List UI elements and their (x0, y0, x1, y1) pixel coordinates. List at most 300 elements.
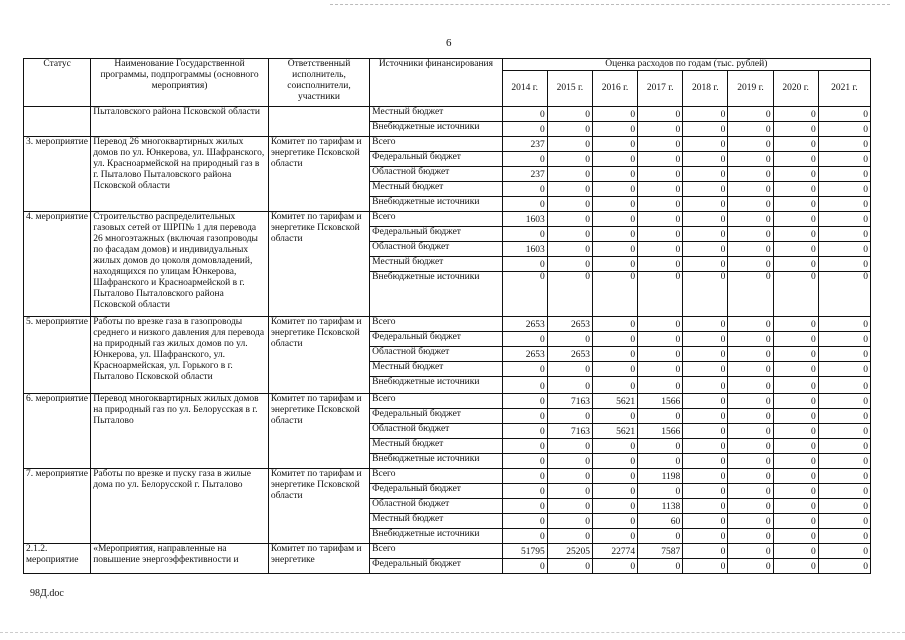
value-cell: 0 (683, 257, 728, 272)
header-estimate: Оценка расходов по годам (тыс. рублей) (502, 59, 870, 71)
value-cell: 0 (592, 107, 637, 122)
value-cell: 0 (683, 469, 728, 484)
row-responsible: Комитет по тарифам и энергетике (268, 544, 369, 574)
value-cell: 0 (773, 332, 818, 347)
value-cell: 0 (773, 272, 818, 317)
row-source: Областной бюджет (370, 499, 502, 514)
value-cell: 0 (773, 559, 818, 574)
value-cell: 0 (728, 257, 773, 272)
row-source: Внебюджетные источники (370, 377, 502, 394)
value-cell: 0 (592, 529, 637, 544)
value-cell: 0 (638, 257, 683, 272)
table-row (24, 317, 871, 332)
value-cell: 0 (818, 197, 870, 212)
value-cell: 0 (773, 242, 818, 257)
value-cell: 0 (818, 559, 870, 574)
value-cell: 0 (638, 484, 683, 499)
value-cell: 0 (547, 409, 592, 424)
row-source: Федеральный бюджет (370, 152, 502, 167)
value-cell: 0 (773, 394, 818, 409)
value-cell: 0 (547, 469, 592, 484)
row-source: Всего (370, 544, 502, 559)
row-status: 7. мероприятие (24, 469, 91, 544)
value-cell: 0 (818, 439, 870, 454)
value-cell: 0 (818, 484, 870, 499)
value-cell: 0 (502, 107, 547, 122)
value-cell: 0 (683, 332, 728, 347)
value-cell: 0 (638, 317, 683, 332)
table-row (24, 137, 871, 152)
value-cell: 0 (773, 377, 818, 394)
row-source: Федеральный бюджет (370, 227, 502, 242)
value-cell: 0 (592, 137, 637, 152)
value-cell: 0 (818, 424, 870, 439)
value-cell: 0 (683, 409, 728, 424)
value-cell: 0 (818, 544, 870, 559)
value-cell: 0 (592, 152, 637, 167)
value-cell: 0 (683, 197, 728, 212)
row-responsible: Комитет по тарифам и энергетике Псковской области (268, 317, 369, 394)
row-source: Местный бюджет (370, 257, 502, 272)
value-cell: 0 (547, 454, 592, 469)
value-cell: 0 (547, 197, 592, 212)
value-cell: 0 (728, 529, 773, 544)
value-cell: 0 (773, 499, 818, 514)
row-source: Федеральный бюджет (370, 484, 502, 499)
value-cell: 0 (728, 227, 773, 242)
value-cell: 0 (592, 212, 637, 227)
value-cell: 0 (502, 484, 547, 499)
value-cell: 1138 (638, 499, 683, 514)
row-name: Пыталовского района Псковской области (91, 107, 269, 137)
value-cell: 0 (502, 122, 547, 137)
value-cell: 0 (592, 499, 637, 514)
row-name: Перевод 26 многоквартирных жилых домов по ул. Юнкерова, ул. Шафранского, ул. Красноармейской на природный газ в г. Пыталово Пыталовского района Псковской области (91, 137, 269, 212)
value-cell: 0 (683, 107, 728, 122)
value-cell: 0 (773, 514, 818, 529)
value-cell: 7163 (547, 394, 592, 409)
value-cell: 0 (502, 227, 547, 242)
value-cell: 0 (683, 529, 728, 544)
value-cell: 0 (638, 197, 683, 212)
value-cell: 0 (638, 242, 683, 257)
value-cell: 0 (728, 212, 773, 227)
value-cell: 237 (502, 167, 547, 182)
value-cell: 0 (547, 514, 592, 529)
value-cell: 0 (818, 227, 870, 242)
row-source: Федеральный бюджет (370, 409, 502, 424)
value-cell: 0 (547, 499, 592, 514)
row-source: Внебюджетные источники (370, 529, 502, 544)
value-cell: 0 (638, 332, 683, 347)
row-name: Строительство распределительных газовых сетей от ШРП№ 1 для перевода 26 многоэтажных (включая газопроводы по фасадам домов) и индивидуальных жилых домов до цоколя домовладений, находящихся по улицам Юнкерова, Шафранского и Красноармейской в г. Пыталово Пыталовского района Псковской области (91, 212, 269, 317)
value-cell: 0 (683, 152, 728, 167)
value-cell: 0 (502, 559, 547, 574)
value-cell: 0 (592, 272, 637, 317)
value-cell: 2653 (502, 347, 547, 362)
value-cell: 0 (728, 394, 773, 409)
row-responsible: Комитет по тарифам и энергетике Псковской области (268, 469, 369, 544)
value-cell: 0 (773, 544, 818, 559)
value-cell: 0 (728, 182, 773, 197)
value-cell: 0 (818, 394, 870, 409)
value-cell: 7587 (638, 544, 683, 559)
value-cell: 0 (592, 559, 637, 574)
value-cell: 0 (592, 167, 637, 182)
value-cell: 0 (773, 212, 818, 227)
value-cell: 0 (773, 167, 818, 182)
value-cell: 0 (502, 257, 547, 272)
value-cell: 0 (773, 107, 818, 122)
value-cell: 0 (638, 152, 683, 167)
row-source: Местный бюджет (370, 514, 502, 529)
value-cell: 0 (592, 347, 637, 362)
value-cell: 0 (638, 362, 683, 377)
value-cell: 0 (773, 484, 818, 499)
value-cell: 0 (592, 182, 637, 197)
row-source: Всего (370, 469, 502, 484)
row-source: Местный бюджет (370, 107, 502, 122)
scan-artifact-bottom (0, 632, 905, 633)
value-cell: 0 (592, 242, 637, 257)
value-cell: 0 (638, 439, 683, 454)
value-cell: 1566 (638, 394, 683, 409)
value-cell: 0 (728, 197, 773, 212)
row-status: 3. мероприятие (24, 137, 91, 212)
table-row (24, 394, 871, 409)
value-cell: 0 (502, 152, 547, 167)
value-cell: 0 (818, 409, 870, 424)
value-cell: 0 (683, 272, 728, 317)
value-cell: 5621 (592, 394, 637, 409)
value-cell: 0 (547, 257, 592, 272)
row-name: Работы по врезке и пуску газа в жилые дома по ул. Белорусской г. Пыталово (91, 469, 269, 544)
value-cell: 5621 (592, 424, 637, 439)
table-row (24, 544, 871, 559)
value-cell: 0 (547, 167, 592, 182)
value-cell: 0 (683, 544, 728, 559)
value-cell: 22774 (592, 544, 637, 559)
value-cell: 0 (818, 242, 870, 257)
value-cell: 0 (773, 469, 818, 484)
value-cell: 1603 (502, 212, 547, 227)
header-name: Наименование Государственной программы, подпрограммы (основного мероприятия) (91, 59, 269, 107)
value-cell: 0 (638, 559, 683, 574)
value-cell: 0 (638, 167, 683, 182)
value-cell: 0 (773, 317, 818, 332)
value-cell: 0 (683, 394, 728, 409)
value-cell: 0 (592, 362, 637, 377)
value-cell: 0 (547, 484, 592, 499)
value-cell: 0 (773, 424, 818, 439)
value-cell: 0 (638, 377, 683, 394)
value-cell: 0 (728, 152, 773, 167)
value-cell: 0 (502, 439, 547, 454)
value-cell: 2653 (547, 347, 592, 362)
row-status: 2.1.2. мероприятие (24, 544, 91, 574)
value-cell: 0 (592, 454, 637, 469)
value-cell: 0 (728, 107, 773, 122)
row-status (24, 107, 91, 137)
value-cell: 0 (638, 227, 683, 242)
row-status: 5. мероприятие (24, 317, 91, 394)
value-cell: 0 (638, 409, 683, 424)
value-cell: 0 (773, 529, 818, 544)
value-cell: 0 (502, 182, 547, 197)
value-cell: 0 (728, 137, 773, 152)
header-status: Статус (24, 59, 91, 107)
value-cell: 0 (502, 469, 547, 484)
value-cell: 51795 (502, 544, 547, 559)
header-year: 2018 г. (683, 71, 728, 107)
value-cell: 0 (547, 439, 592, 454)
value-cell: 0 (592, 409, 637, 424)
value-cell: 0 (818, 317, 870, 332)
value-cell: 0 (683, 514, 728, 529)
value-cell: 0 (547, 332, 592, 347)
value-cell: 0 (638, 137, 683, 152)
value-cell: 0 (547, 242, 592, 257)
value-cell: 0 (728, 347, 773, 362)
value-cell: 0 (773, 257, 818, 272)
value-cell: 0 (502, 529, 547, 544)
row-source: Внебюджетные источники (370, 197, 502, 212)
value-cell: 0 (818, 257, 870, 272)
value-cell: 0 (683, 499, 728, 514)
row-source: Всего (370, 212, 502, 227)
value-cell: 0 (683, 559, 728, 574)
value-cell: 0 (818, 514, 870, 529)
value-cell: 0 (818, 529, 870, 544)
value-cell: 0 (502, 332, 547, 347)
value-cell: 0 (773, 122, 818, 137)
value-cell: 0 (818, 347, 870, 362)
value-cell: 0 (728, 499, 773, 514)
header-year: 2020 г. (773, 71, 818, 107)
value-cell: 0 (728, 317, 773, 332)
value-cell: 0 (818, 107, 870, 122)
value-cell: 0 (547, 107, 592, 122)
value-cell: 0 (592, 227, 637, 242)
value-cell: 0 (638, 212, 683, 227)
value-cell: 0 (547, 559, 592, 574)
value-cell: 0 (683, 122, 728, 137)
value-cell: 0 (592, 257, 637, 272)
value-cell: 0 (502, 272, 547, 317)
value-cell: 0 (502, 424, 547, 439)
header-responsible: Ответственный исполнитель, соисполнители, участники (268, 59, 369, 107)
value-cell: 7163 (547, 424, 592, 439)
value-cell: 0 (683, 242, 728, 257)
value-cell: 0 (547, 529, 592, 544)
row-responsible: Комитет по тарифам и энергетике Псковской области (268, 212, 369, 317)
value-cell: 0 (818, 122, 870, 137)
value-cell: 0 (773, 347, 818, 362)
value-cell: 1198 (638, 469, 683, 484)
value-cell: 0 (818, 137, 870, 152)
value-cell: 2653 (502, 317, 547, 332)
value-cell: 0 (592, 317, 637, 332)
value-cell: 0 (547, 152, 592, 167)
row-responsible: Комитет по тарифам и энергетике Псковской области (268, 394, 369, 469)
row-source: Всего (370, 317, 502, 332)
row-source: Федеральный бюджет (370, 559, 502, 574)
value-cell: 0 (728, 544, 773, 559)
value-cell: 0 (818, 469, 870, 484)
value-cell: 0 (728, 409, 773, 424)
value-cell: 0 (728, 122, 773, 137)
value-cell: 0 (592, 122, 637, 137)
value-cell: 0 (818, 362, 870, 377)
value-cell: 0 (728, 377, 773, 394)
row-source: Всего (370, 137, 502, 152)
value-cell: 0 (502, 394, 547, 409)
value-cell: 0 (592, 197, 637, 212)
value-cell: 0 (683, 317, 728, 332)
row-source: Внебюджетные источники (370, 272, 502, 317)
value-cell: 0 (502, 514, 547, 529)
value-cell: 0 (818, 182, 870, 197)
value-cell: 0 (502, 454, 547, 469)
row-status: 6. мероприятие (24, 394, 91, 469)
value-cell: 0 (547, 272, 592, 317)
value-cell: 0 (683, 362, 728, 377)
value-cell: 0 (502, 377, 547, 394)
value-cell: 0 (728, 362, 773, 377)
row-name: Перевод многоквартирных жилых домов на природный газ по ул. Белорусская в г. Пыталово (91, 394, 269, 469)
page-number: 6 (446, 37, 452, 49)
row-source: Местный бюджет (370, 439, 502, 454)
value-cell: 0 (592, 469, 637, 484)
value-cell: 0 (592, 439, 637, 454)
row-source: Областной бюджет (370, 167, 502, 182)
row-responsible: Комитет по тарифам и энергетике Псковской области (268, 137, 369, 212)
value-cell: 0 (728, 332, 773, 347)
value-cell: 0 (502, 197, 547, 212)
value-cell: 0 (773, 362, 818, 377)
row-source: Местный бюджет (370, 182, 502, 197)
value-cell: 0 (683, 212, 728, 227)
value-cell: 0 (683, 484, 728, 499)
value-cell: 0 (728, 439, 773, 454)
value-cell: 0 (818, 332, 870, 347)
value-cell: 0 (683, 137, 728, 152)
value-cell: 60 (638, 514, 683, 529)
value-cell: 0 (547, 362, 592, 377)
value-cell: 0 (773, 152, 818, 167)
row-source: Областной бюджет (370, 242, 502, 257)
value-cell: 0 (818, 167, 870, 182)
row-source: Внебюджетные источники (370, 122, 502, 137)
value-cell: 0 (683, 377, 728, 394)
table-row (24, 212, 871, 227)
value-cell: 0 (683, 454, 728, 469)
value-cell: 0 (638, 107, 683, 122)
header-year: 2014 г. (502, 71, 547, 107)
value-cell: 0 (683, 227, 728, 242)
value-cell: 0 (547, 182, 592, 197)
row-source: Всего (370, 394, 502, 409)
value-cell: 0 (818, 499, 870, 514)
value-cell: 0 (638, 272, 683, 317)
scan-artifact-top (330, 4, 890, 5)
row-status: 4. мероприятие (24, 212, 91, 317)
value-cell: 0 (728, 167, 773, 182)
header-year: 2015 г. (547, 71, 592, 107)
header-year: 2021 г. (818, 71, 870, 107)
value-cell: 0 (683, 182, 728, 197)
value-cell: 25205 (547, 544, 592, 559)
value-cell: 237 (502, 137, 547, 152)
row-name: «Мероприятия, направленные на повышение энергоэффективности и (91, 544, 269, 574)
value-cell: 0 (773, 197, 818, 212)
value-cell: 0 (592, 332, 637, 347)
row-responsible (268, 107, 369, 137)
value-cell: 0 (502, 409, 547, 424)
value-cell: 1566 (638, 424, 683, 439)
value-cell: 0 (728, 242, 773, 257)
value-cell: 0 (773, 439, 818, 454)
value-cell: 0 (547, 227, 592, 242)
value-cell: 0 (638, 347, 683, 362)
row-source: Областной бюджет (370, 347, 502, 362)
value-cell: 0 (728, 469, 773, 484)
value-cell: 0 (773, 137, 818, 152)
row-source: Местный бюджет (370, 362, 502, 377)
value-cell: 0 (592, 377, 637, 394)
value-cell: 0 (818, 152, 870, 167)
value-cell: 0 (773, 227, 818, 242)
value-cell: 0 (638, 182, 683, 197)
budget-table (23, 58, 871, 574)
footer-filename: 98Д.doc (30, 588, 64, 599)
value-cell: 0 (728, 484, 773, 499)
value-cell: 0 (818, 212, 870, 227)
row-name: Работы по врезке газа в газопроводы среднего и низкого давления для перевода на природный газ жилых домов по ул. Юнкерова, ул. Шафранского, ул. Красноармейская, ул. Горького в г. Пыталово Псковской области (91, 317, 269, 394)
value-cell: 0 (728, 454, 773, 469)
value-cell: 0 (592, 514, 637, 529)
value-cell: 0 (773, 454, 818, 469)
value-cell: 0 (773, 182, 818, 197)
value-cell: 1603 (502, 242, 547, 257)
value-cell: 0 (818, 377, 870, 394)
table-body (24, 107, 871, 574)
row-source: Федеральный бюджет (370, 332, 502, 347)
row-source: Областной бюджет (370, 424, 502, 439)
value-cell: 0 (818, 272, 870, 317)
value-cell: 0 (683, 424, 728, 439)
value-cell: 0 (547, 212, 592, 227)
value-cell: 0 (773, 409, 818, 424)
value-cell: 0 (683, 167, 728, 182)
table-row (24, 469, 871, 484)
header-sources: Источники финансирования (370, 59, 502, 107)
value-cell: 0 (818, 454, 870, 469)
value-cell: 0 (728, 514, 773, 529)
value-cell: 0 (728, 272, 773, 317)
value-cell: 0 (683, 439, 728, 454)
value-cell: 0 (547, 122, 592, 137)
header-year: 2016 г. (592, 71, 637, 107)
value-cell: 0 (502, 499, 547, 514)
value-cell: 0 (592, 484, 637, 499)
header-year: 2017 г. (638, 71, 683, 107)
value-cell: 2653 (547, 317, 592, 332)
value-cell: 0 (502, 362, 547, 377)
row-source: Внебюджетные источники (370, 454, 502, 469)
value-cell: 0 (728, 424, 773, 439)
value-cell: 0 (638, 454, 683, 469)
